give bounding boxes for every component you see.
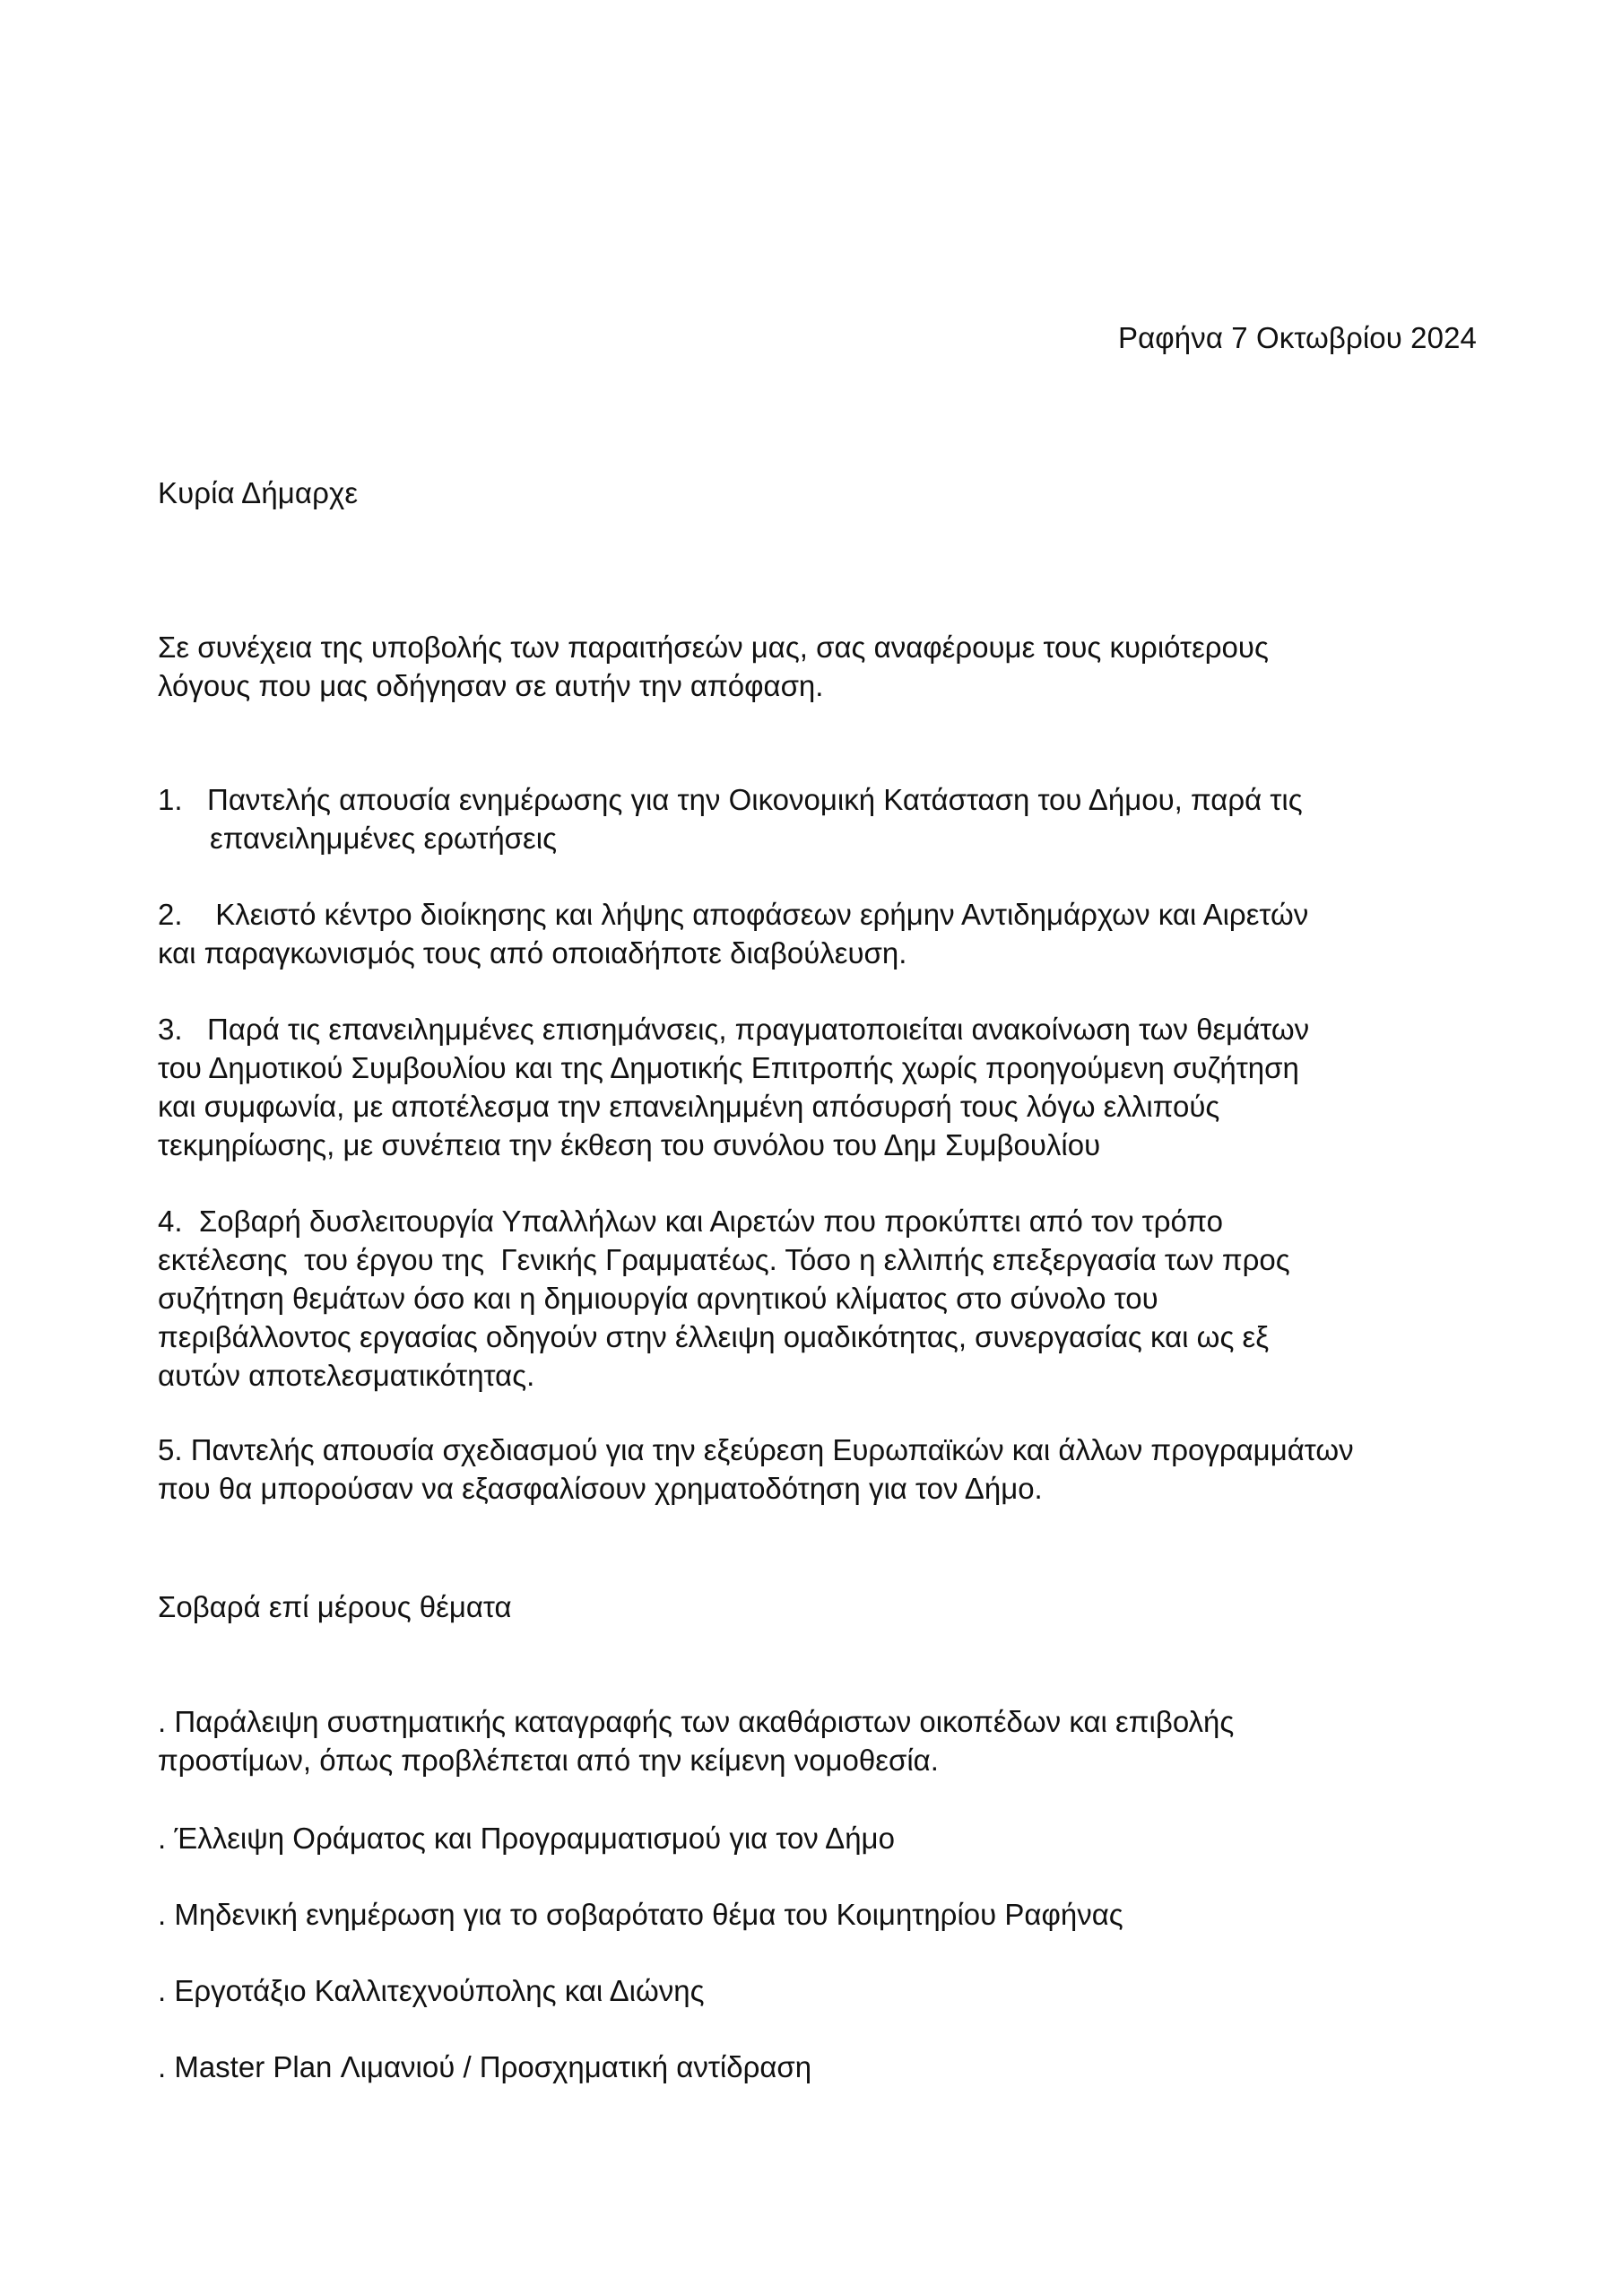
intro-paragraph bbox=[158, 628, 1485, 705]
reason-item-1 bbox=[158, 780, 1485, 857]
issue-line: . Μηδενική ενημέρωση για το σοβαρότατο θέμα του Κοιμητηρίου Ραφήνας bbox=[158, 1898, 1123, 1931]
issue-line: . Master Plan Λιμανιού / Προσχηματική αντίδραση bbox=[158, 2050, 812, 2083]
salutation: Κυρία Δήμαρχε bbox=[158, 476, 359, 509]
reason-item-4 bbox=[158, 1202, 1485, 1395]
reason-line: του Δημοτικού Συμβουλίου και της Δημοτικής Επιτροπής χωρίς προηγούμενη συζήτηση bbox=[158, 1051, 1299, 1084]
issue-item-4 bbox=[158, 1971, 1485, 2010]
reason-line: τεκμηρίωσης, με συνέπεια την έκθεση του συνόλου του Δημ Συμβουλίου bbox=[158, 1128, 1101, 1161]
reason-line: εκτέλεσης του έργου της Γενικής Γραμματέως. Τόσο η ελλιπής επεξεργασία των προς bbox=[158, 1243, 1290, 1276]
issue-item-3 bbox=[158, 1895, 1485, 1934]
reason-line: 1. Παντελής απουσία ενημέρωσης για την Οικονομική Κατάσταση του Δήμου, παρά τις bbox=[158, 783, 1303, 816]
reason-line: που θα μπορούσαν να εξασφαλίσουν χρηματοδότηση για τον Δήμο. bbox=[158, 1472, 1043, 1505]
reason-line: και παραγκωνισμός τους από οποιαδήποτε διαβούλευση. bbox=[158, 936, 907, 970]
issue-line: . Εργοτάξιο Καλλιτεχνούπολης και Διώνης bbox=[158, 1974, 705, 2007]
reason-item-2 bbox=[158, 895, 1485, 972]
intro-line: Σε συνέχεια της υποβολής των παραιτήσεών μας, σας αναφέρουμε τους κυριότερους bbox=[158, 631, 1269, 664]
subheading bbox=[158, 1587, 1485, 1626]
issue-item-2 bbox=[158, 1819, 1485, 1857]
reason-item-5 bbox=[158, 1431, 1485, 1508]
issue-line: προστίμων, όπως προβλέπεται από την κείμενη νομοθεσία. bbox=[158, 1744, 939, 1777]
reason-line: επανειλημμένες ερωτήσεις bbox=[210, 822, 557, 855]
issue-line: . Έλλειψη Οράματος και Προγραμματισμού για τον Δήμο bbox=[158, 1822, 895, 1855]
intro-line: λόγους που μας οδήγησαν σε αυτήν την απόφαση. bbox=[158, 669, 824, 702]
reason-line: περιβάλλοντος εργασίας οδηγούν στην έλλειψη ομαδικότητας, συνεργασίας και ως εξ bbox=[158, 1320, 1269, 1353]
subheading-text: Σοβαρά επί μέρους θέματα bbox=[158, 1590, 512, 1623]
reason-line: 2. Κλειστό κέντρο διοίκησης και λήψης αποφάσεων ερήμην Αντιδημάρχων και Αιρετών bbox=[158, 898, 1309, 931]
reason-line: 5. Παντελής απουσία σχεδιασμού για την εξεύρεση Ευρωπαϊκών και άλλων προγραμμάτων bbox=[158, 1433, 1354, 1466]
issue-line: . Παράλειψη συστηματικής καταγραφής των ακαθάριστων οικοπέδων και επιβολής bbox=[158, 1705, 1235, 1738]
reason-line: και συμφωνία, με αποτέλεσμα την επανειλημμένη απόσυρσή τους λόγω ελλιπούς bbox=[158, 1090, 1220, 1123]
reason-line: 3. Παρά τις επανειλημμένες επισημάνσεις, πραγματοποιείται ανακοίνωση των θεμάτων bbox=[158, 1013, 1310, 1046]
issue-item-5 bbox=[158, 2048, 1485, 2086]
issue-item-1 bbox=[158, 1702, 1485, 1779]
reason-item-3 bbox=[158, 1010, 1485, 1164]
reason-line: αυτών αποτελεσματικότητας. bbox=[158, 1359, 535, 1392]
reason-line: συζήτηση θεμάτων όσο και η δημιουργία αρνητικού κλίματος στο σύνολο του bbox=[158, 1282, 1158, 1315]
date-line: Ραφήνα 7 Οκτωβρίου 2024 bbox=[1118, 321, 1477, 354]
reason-line: 4. Σοβαρή δυσλειτουργία Υπαλλήλων και Αιρετών που προκύπτει από τον τρόπο bbox=[158, 1205, 1223, 1238]
